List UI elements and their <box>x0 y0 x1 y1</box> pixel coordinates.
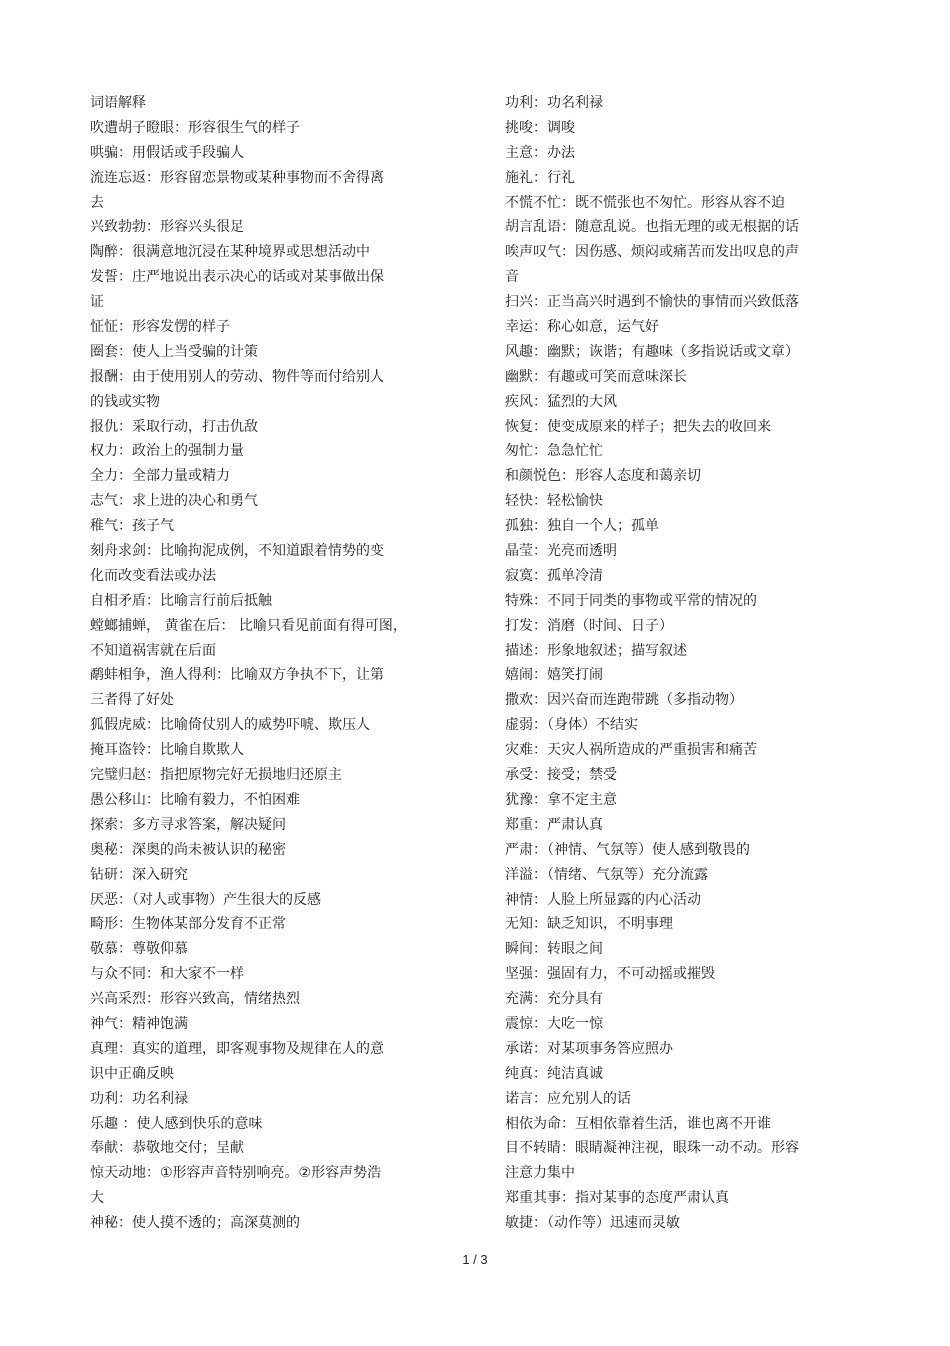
text-line: 撒欢：因兴奋而连跑带跳（多指动物） <box>505 692 743 709</box>
text-line: 惊天动地：①形容声音特别响亮。②形容声势浩 <box>90 1165 382 1182</box>
text-line: 螳螂捕蝉， 黄雀在后： 比喻只看见前面有得可图， <box>90 617 407 634</box>
text-line: 孤独：独自一个人；孤单 <box>505 518 659 535</box>
text-line: 和颜悦色：形容人态度和蔼亲切 <box>505 468 701 485</box>
text-line: 敬慕：尊敬仰慕 <box>90 941 188 958</box>
text-line: 施礼：行礼 <box>505 169 575 186</box>
right-column <box>505 91 830 1236</box>
text-line: 神情：人脸上所显露的内心活动 <box>505 891 701 908</box>
text-line: 奥秘：深奥的尚未被认识的秘密 <box>90 841 286 858</box>
text-line: 寂寞：孤单冷清 <box>505 567 603 584</box>
left-column <box>90 91 415 1236</box>
text-line: 疾风：猛烈的大风 <box>505 393 617 410</box>
text-line: 严肃：（神情、气氛等）使人感到敬畏的 <box>505 841 750 858</box>
text-line: 狐假虎威：比喻倚仗别人的威势吓唬、欺压人 <box>90 717 370 734</box>
text-line: 志气：求上进的决心和勇气 <box>90 493 258 510</box>
text-line: 犹豫：拿不定主意 <box>505 791 617 808</box>
text-line: 流连忘返：形容留恋景物或某种事物而不舍得离 <box>90 169 384 186</box>
text-line: 幽默：有趣或可笑而意味深长 <box>505 368 687 385</box>
text-line: 奉献：恭敬地交付；呈献 <box>90 1140 244 1157</box>
text-line: 匆忙：急急忙忙 <box>505 443 603 460</box>
text-line: 风趣：幽默；诙谐；有趣味（多指说话或文章） <box>505 343 799 360</box>
text-line: 词语解释 <box>90 95 146 111</box>
text-line: 嬉闹：嬉笑打闹 <box>505 667 603 684</box>
text-line: 特殊：不同于同类的事物或平常的情况的 <box>505 592 757 609</box>
text-line: 无知：缺乏知识，不明事理 <box>505 916 673 933</box>
text-line: 兴高采烈：形容兴致高，情绪热烈 <box>90 991 300 1008</box>
text-line: 哄骗：用假话或手段骗人 <box>90 144 244 161</box>
text-line: 钻研：深入研究 <box>90 866 188 883</box>
text-line: 坚强：强固有力，不可动摇或摧毁 <box>505 966 715 983</box>
text-line: 掩耳盗铃：比喻自欺欺人 <box>90 742 244 759</box>
text-line: 音 <box>505 269 519 286</box>
text-line: 探索：多方寻求答案，解决疑问 <box>90 816 286 833</box>
text-line: 扫兴：正当高兴时遇到不愉快的事情而兴致低落 <box>505 294 799 311</box>
text-line: 承受：接受；禁受 <box>505 767 617 784</box>
text-line: 洋溢：（情绪、气氛等）充分流露 <box>505 866 708 883</box>
text-line: 郑重其事：指对某事的态度严肃认真 <box>505 1190 729 1207</box>
text-line: 大 <box>90 1190 104 1207</box>
text-line: 乐趣 ：使人感到快乐的意味 <box>90 1115 263 1132</box>
page-number: 1 / 3 <box>462 1252 488 1267</box>
text-line: 瞬间：转眼之间 <box>505 941 603 958</box>
text-line: 全力：全部力量或精力 <box>90 468 230 485</box>
text-line: 陶醉：很满意地沉浸在某种境界或思想活动中 <box>90 244 370 261</box>
text-line: 权力：政治上的强制力量 <box>90 443 244 460</box>
text-line: 不知道祸害就在后面 <box>90 642 216 659</box>
text-line: 敏捷：（动作等）迅速而灵敏 <box>505 1215 680 1232</box>
text-line: 轻快：轻松愉快 <box>505 493 603 510</box>
text-line: 诺言：应允别人的话 <box>505 1090 631 1107</box>
text-line: 真理：真实的道理，即客观事物及规律在人的意 <box>90 1040 384 1057</box>
text-line: 描述：形象地叙述；描写叙述 <box>505 642 687 659</box>
text-line: 稚气：孩子气 <box>90 518 174 535</box>
text-line: 厌恶：（对人或事物）产生很大的反感 <box>90 891 321 908</box>
text-line: 相依为命：互相依靠着生活，谁也离不开谁 <box>505 1115 771 1132</box>
text-line: 郑重：严肃认真 <box>505 816 603 833</box>
text-line: 神秘：使人摸不透的；高深莫测的 <box>90 1215 300 1232</box>
text-line: 注意力集中 <box>505 1165 575 1182</box>
text-line: 刻舟求剑：比喻拘泥成例，不知道跟着情势的变 <box>90 543 384 560</box>
text-line: 幸运：称心如意，运气好 <box>505 319 659 336</box>
text-line: 虚弱：（身体）不结实 <box>505 717 638 734</box>
text-line: 完璧归赵：指把原物完好无损地归还原主 <box>90 767 342 784</box>
text-line: 挑唆：调唆 <box>505 119 575 136</box>
text-line: 纯真：纯洁真诚 <box>505 1065 603 1082</box>
text-line: 恢复：使变成原来的样子；把失去的收回来 <box>505 418 771 435</box>
text-line: 主意：办法 <box>505 144 575 161</box>
text-line: 晶莹：光亮而透明 <box>505 543 617 560</box>
text-line: 承诺：对某项事务答应照办 <box>505 1040 673 1057</box>
text-line: 功利：功名利禄 <box>505 95 603 111</box>
text-line: 胡言乱语：随意乱说。也指无理的或无根据的话 <box>505 219 799 236</box>
text-line: 发誓：庄严地说出表示决心的话或对某事做出保 <box>90 269 384 286</box>
text-line: 畸形：生物体某部分发育不正常 <box>90 916 286 933</box>
text-line: 圈套：使人上当受骗的计策 <box>90 343 258 360</box>
text-line: 自相矛盾：比喻言行前后抵触 <box>90 592 272 609</box>
text-line: 功利：功名利禄 <box>90 1090 188 1107</box>
text-line: 唉声叹气：因伤感、烦闷或痛苦而发出叹息的声 <box>505 244 799 261</box>
text-line: 与众不同：和大家不一样 <box>90 966 244 983</box>
text-line: 怔怔：形容发愣的样子 <box>90 319 230 336</box>
text-line: 的钱或实物 <box>90 393 160 410</box>
text-line: 证 <box>90 294 104 311</box>
text-line: 打发：消磨（时间、日子） <box>505 617 673 634</box>
text-line: 吹遭胡子瞪眼：形容很生气的样子 <box>90 119 300 136</box>
text-line: 震惊：大吃一惊 <box>505 1015 603 1032</box>
text-line: 识中正确反映 <box>90 1065 174 1082</box>
text-line: 化而改变看法或办法 <box>90 567 216 584</box>
text-line: 充满：充分具有 <box>505 991 603 1008</box>
text-line: 报酬：由于使用别人的劳动、物件等而付给别人 <box>90 368 384 385</box>
text-line: 目不转睛：眼睛凝神注视，眼珠一动不动。形容 <box>505 1140 799 1157</box>
text-line: 去 <box>90 194 104 211</box>
text-line: 不慌不忙：既不慌张也不匆忙。形容从容不迫 <box>505 194 785 211</box>
text-line: 三者得了好处 <box>90 692 174 709</box>
text-line: 兴致勃勃：形容兴头很足 <box>90 219 244 236</box>
text-line: 愚公移山：比喻有毅力，不怕困难 <box>90 791 300 808</box>
text-line: 鹬蚌相争，渔人得利：比喻双方争执不下，让第 <box>90 667 384 684</box>
text-line: 神气：精神饱满 <box>90 1015 188 1032</box>
text-line: 报仇：采取行动，打击仇敌 <box>90 418 258 435</box>
text-line: 灾难：天灾人祸所造成的严重损害和痛苦 <box>505 742 757 759</box>
